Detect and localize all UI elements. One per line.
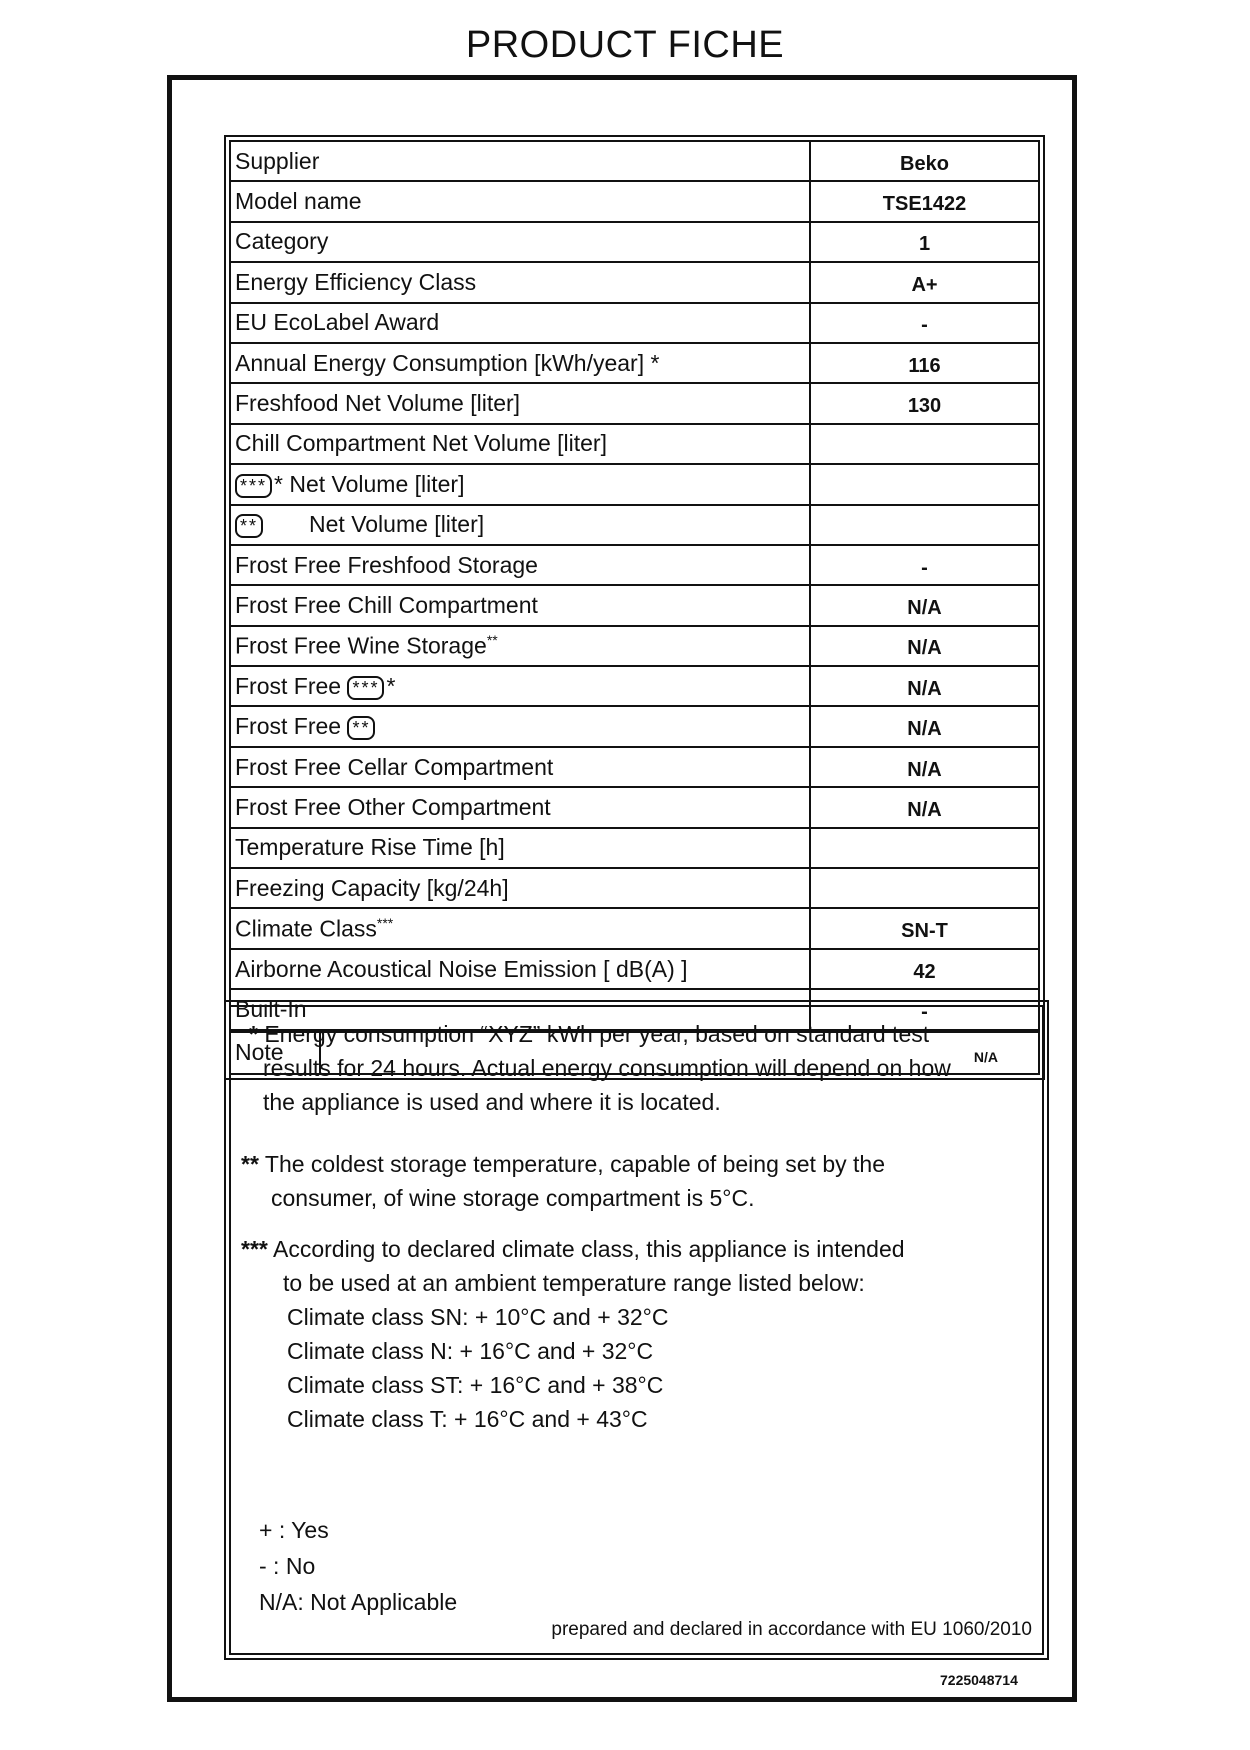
note-value: N/A [320,1032,1039,1074]
spec-row [230,424,1039,464]
spec-row [230,181,1039,221]
spec-row [230,383,1039,423]
spec-label-prefix: Frost Free [235,672,348,699]
spec-row [230,626,1039,666]
spec-row [230,666,1039,706]
footnote-line: The coldest storage temperature, capable of being set by the [264,1151,885,1177]
spec-label-text: Airborne Acoustical Noise Emission [ dB(A) ] [235,955,688,982]
spec-label [230,424,810,464]
footnote-line: to be used at an ambient temperature range listed below: [283,1270,865,1296]
freezer-star-icon: *** [347,676,384,700]
spec-row [230,747,1039,787]
footnote-energy [249,1017,951,1119]
spec-row [230,706,1039,746]
footnote-ref: ** [486,632,498,649]
spec-label [230,303,810,343]
climate-class-line: Climate class SN: + 10°C and + 32°C [287,1304,669,1330]
footnote-line: consumer, of wine storage compartment is 5°C. [271,1185,755,1211]
climate-class-line: Climate class ST: + 16°C and + 38°C [287,1372,664,1398]
footnote-wine [241,1147,885,1215]
spec-label-text: Supplier [235,147,320,174]
spec-label-text: Freezing Capacity [kg/24h] [235,874,509,901]
spec-row [230,585,1039,625]
spec-label [230,585,810,625]
spec-label [230,262,810,302]
spec-value: N/A [810,585,1039,625]
footnote-line: Energy consumption “XYZ” kWh per year, based on standard test [264,1021,930,1047]
spec-value [810,505,1039,545]
spec-row [230,303,1039,343]
spec-label-text: Freshfood Net Volume [liter] [235,390,521,417]
spec-label [230,787,810,827]
spec-value: - [810,303,1039,343]
footnote-mark: * [249,1021,258,1047]
freezer-star-icon: ** [347,716,375,740]
spec-value: N/A [810,787,1039,827]
spec-label-suffix: * Net Volume [liter] [274,470,465,497]
footnotes-inner [229,1005,1044,1655]
spec-label [230,464,810,504]
spec-value [810,868,1039,908]
spec-label [230,505,810,545]
compliance-statement: prepared and declared in accordance with EU 1060/2010 [551,1619,1032,1640]
spec-label-text: Frost Free Wine Storage [235,632,487,659]
footnote-line: According to declared climate class, this appliance is intended [272,1236,905,1262]
spec-label-prefix: Frost Free [235,713,348,740]
spec-row [230,545,1039,585]
spec-label [230,545,810,585]
spec-label-text: Chill Compartment Net Volume [liter] [235,430,607,457]
spec-value: N/A [810,747,1039,787]
spec-label-text: Annual Energy Consumption [kWh/year] * [235,349,660,376]
note-label: Note [230,1032,320,1074]
freezer-star-icon: ** [235,514,263,538]
spec-row [230,787,1039,827]
page-title: PRODUCT FICHE [465,24,785,66]
spec-row [230,141,1039,181]
spec-label [230,181,810,221]
spec-value: N/A [810,706,1039,746]
spec-value: - [810,989,1039,1029]
spec-row [230,343,1039,383]
spec-label [230,141,810,181]
spec-label-text: Frost Free Cellar Compartment [235,753,554,780]
spec-label [230,666,810,706]
spec-label [230,747,810,787]
legend [259,1512,457,1620]
spec-row [230,949,1039,989]
spec-label-text: Frost Free Other Compartment [235,793,551,820]
spec-label-text: EU EcoLabel Award [235,309,440,336]
spec-value: TSE1422 [810,181,1039,221]
spec-value: Beko [810,141,1039,181]
spec-label-text: Category [235,228,329,255]
spec-label [230,626,810,666]
spec-label [230,383,810,423]
spec-value: 42 [810,949,1039,989]
spec-row [230,505,1039,545]
spec-label [230,868,810,908]
footnote-mark: ** [241,1151,259,1177]
document-code: 7225048714 [940,1672,1018,1688]
spec-row [230,868,1039,908]
legend-yes: + : Yes [259,1517,329,1543]
spec-label-text: Temperature Rise Time [h] [235,834,505,861]
spec-label [230,222,810,262]
spec-row [230,262,1039,302]
footnote-line: results for 24 hours. Actual energy consumption will depend on how [263,1055,951,1081]
spec-value: 1 [810,222,1039,262]
spec-value [810,424,1039,464]
spec-value: N/A [810,666,1039,706]
footnotes-box [224,1000,1049,1660]
spec-value: - [810,545,1039,585]
spec-label-text: Model name [235,188,362,215]
spec-row [230,222,1039,262]
spec-value: N/A [810,626,1039,666]
spec-value: A+ [810,262,1039,302]
spec-label-text: Built-In [235,995,307,1022]
spec-label-text: Frost Free Freshfood Storage [235,551,538,578]
spec-label-suffix: Net Volume [liter] [309,511,485,538]
spec-label-text: Energy Efficiency Class [235,268,477,295]
spec-label-suffix: * [386,672,396,699]
spec-value: 130 [810,383,1039,423]
legend-na: N/A: Not Applicable [259,1589,458,1615]
spec-grid [229,140,1040,1031]
spec-row [230,908,1039,948]
spec-label [230,343,810,383]
spec-row [230,828,1039,868]
spec-label [230,949,810,989]
spec-label [230,828,810,868]
footnote-ref: *** [376,914,394,931]
spec-value: 116 [810,343,1039,383]
legend-no: - : No [259,1553,316,1579]
footnote-climate [241,1232,905,1436]
climate-class-line: Climate class N: + 16°C and + 32°C [287,1338,654,1364]
spec-value: SN-T [810,908,1039,948]
footnote-line: the appliance is used and where it is located. [263,1089,721,1115]
spec-label-text: Frost Free Chill Compartment [235,591,538,618]
climate-class-line: Climate class T: + 16°C and + 43°C [287,1406,648,1432]
spec-label-text: Climate Class [235,915,377,942]
spec-value [810,828,1039,868]
spec-label [230,908,810,948]
spec-label-suffix [375,713,377,739]
freezer-star-icon: *** [235,474,272,498]
spec-table [224,135,1045,1080]
footnote-mark: *** [241,1236,268,1262]
spec-label [230,706,810,746]
spec-row [230,464,1039,504]
spec-value [810,464,1039,504]
